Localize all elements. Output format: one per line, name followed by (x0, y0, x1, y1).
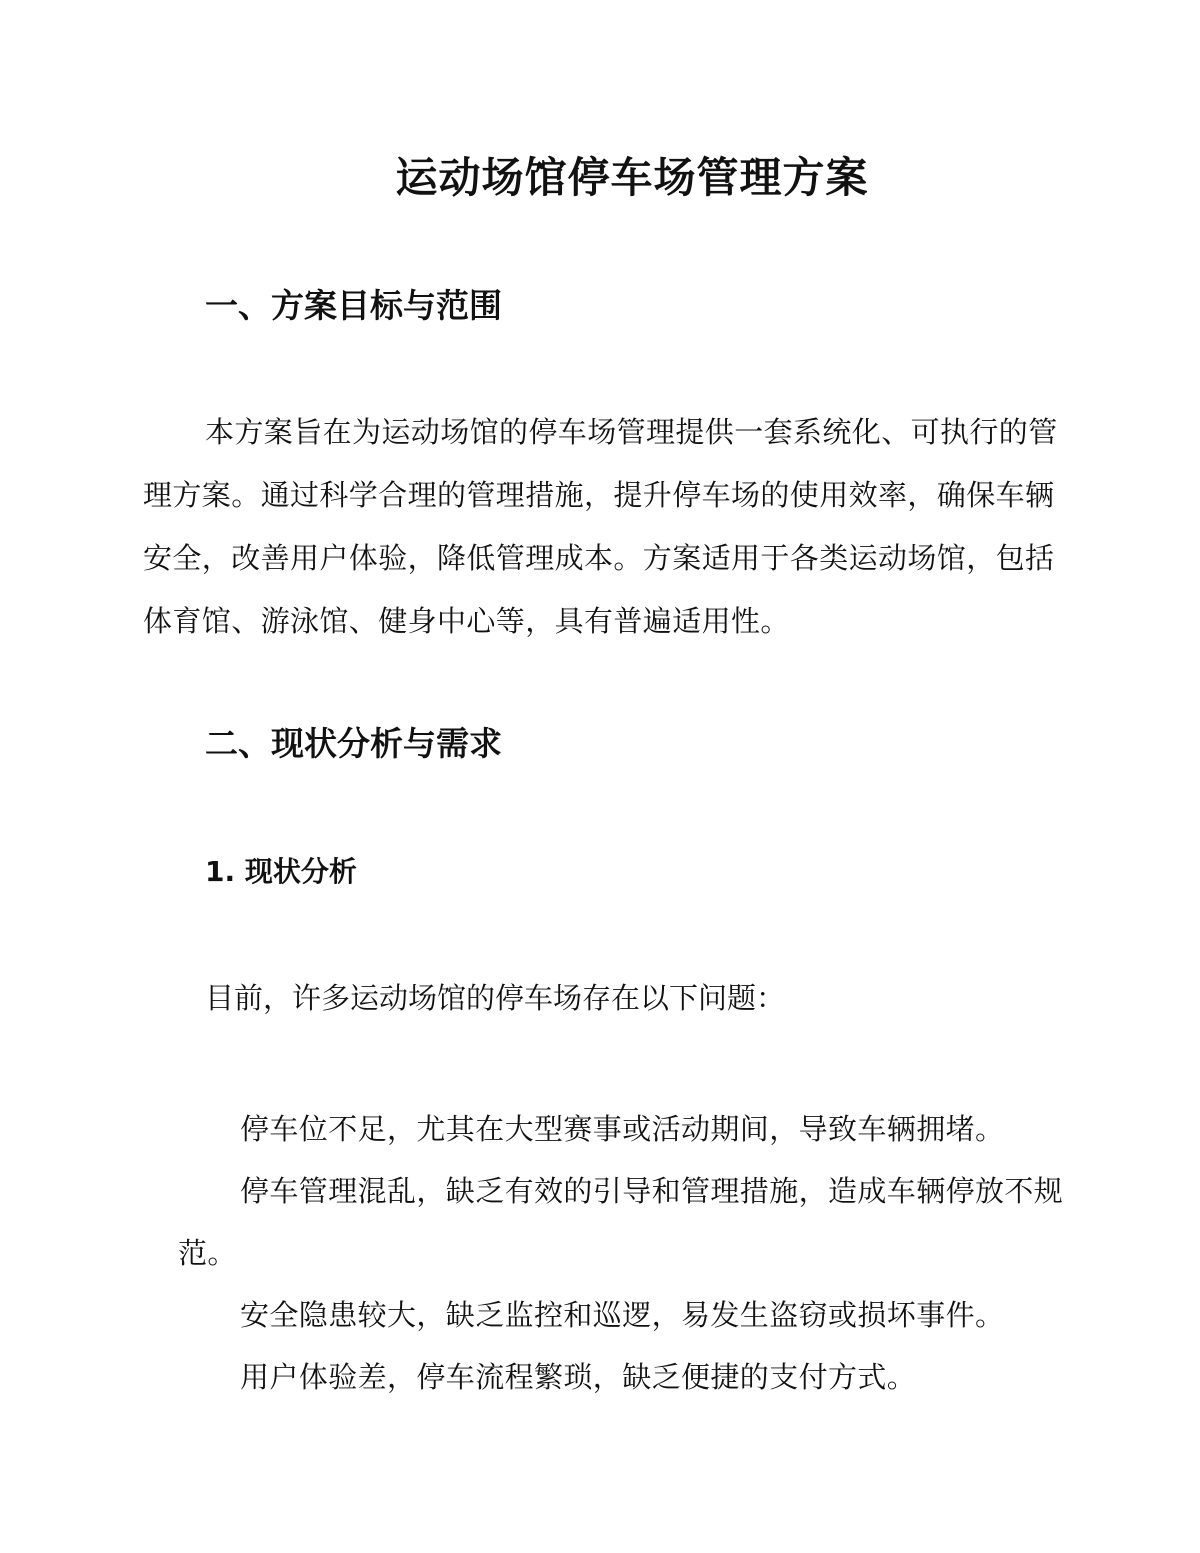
issues-list (178, 1098, 1068, 1408)
document-title: 运动场馆停车场管理方案 (395, 153, 869, 202)
section-heading-analysis: 二、现状分析与需求 (205, 724, 502, 763)
subsection-heading-status: 1. 现状分析 (205, 855, 357, 888)
issue-item: 停车位不足，尤其在大型赛事或活动期间，导致车辆拥堵。 (240, 1112, 1005, 1146)
section-goals-paragraph: 本方案旨在为运动场馆的停车场管理提供一套系统化、可执行的管理方案。通过科学合理的管理措施，提升停车场的使用效率，确保车辆安全，改善用户体验，降低管理成本。方案适用于各类运动场馆，包括体育馆、游泳馆、健身中心等，具有普遍适用性。 (143, 415, 1058, 638)
issue-item: 安全隐患较大，缺乏监控和巡逻，易发生盗窃或损坏事件。 (240, 1298, 1005, 1332)
section-heading-goals: 一、方案目标与范围 (205, 286, 502, 325)
issue-item: 停车管理混乱，缺乏有效的引导和管理措施，造成车辆停放不规范。 (178, 1174, 1064, 1270)
issue-item: 用户体验差，停车流程繁琐，缺乏便捷的支付方式。 (240, 1360, 917, 1394)
status-intro-text: 目前，许多运动场馆的停车场存在以下问题： (205, 981, 786, 1015)
